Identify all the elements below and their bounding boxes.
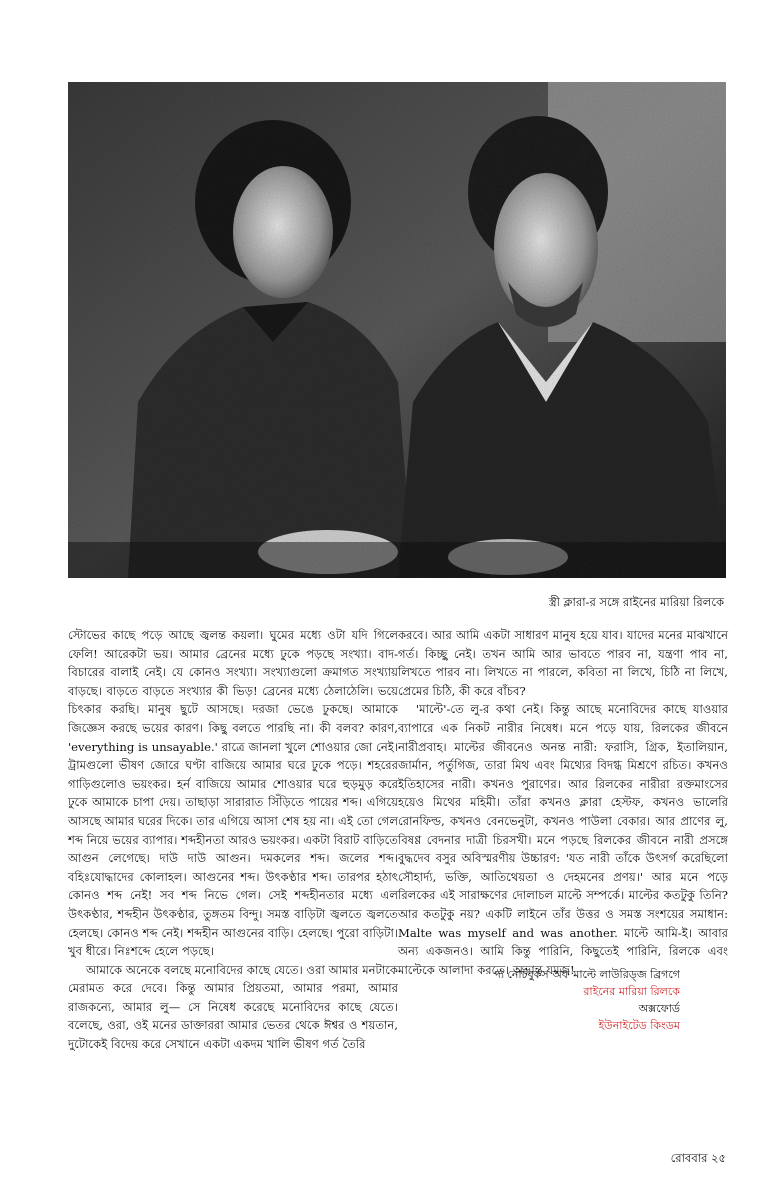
book-title: দ্য নোটবুকস অফ মাল্টে লাউরিড্জ ব্রিগগে bbox=[494, 968, 680, 981]
paragraph: 'মাল্টে'-তে লু-র কথা নেই। কিন্তু আছে মনোবিদের কাছে যাওয়ার ব্যাপারে এক নিকট নারীর নিষেধ। মনে পড়ে যায়, রিলকের জীবনে নারীপ্রবাহ। মাল্টের জীবনেও অনন্ত নারী: ফরাসি, গ্রিক, ইতালিয়ান, জার্মান, পর্তুগিজ, তারা মিথ এবং মিথ্যের বিদগ্ধ মিশ্রণে রচিত। কখনও ইতিহাসের নারী। কখনও পুরাণের। আর রিলকের নারীরা রক্তমাংসের হয়েও মিথের মহিমী। তাঁরা কখনও ক্লারা হেস্টফ, কখনও ভালেরি রোনফিল্ড, কখনও বেনভেনুটা, কখনও পাউলা বেকার। আর প্রাণের লু, বিষণ্ণ বেদনার দাত্রী চিরসখী। মনে পড়ছে রিলকের জীবনে নারী প্রসঙ্গে বুদ্ধদেব বসুর অবিস্মরণীয় উচ্চারণ: 'যত নারী তাঁকে উৎসর্গ করেছিলো সৌহার্দ্য, ভক্তি, আতিথেয়তা ও দেহমনের প্রণয়।' আর মনে পড়ে রিলকের এই সারাক্ষণের দোলাচল মাল্টে সম্পর্কে। মাল্টের কতটুকু তিনি? আর কতটুকু নয়? একটি লাইনে তাঁর উত্তর ও সমস্ত সংশয়ের সমাধান: Malte was myself and was another. মাল্টে আমি-ই। আবার অন্য একজনও। আমি কিন্তু পারিনি, কিছুতেই পারিনি, রিলকে এবং মাল্টেকে আলাদা করতে। অভ্রান্ত যমজ! bbox=[398, 702, 728, 977]
book-author: রাইনের মারিয়া রিলকে bbox=[583, 985, 680, 998]
rilke-clara-photo bbox=[68, 82, 726, 578]
article-column-left bbox=[68, 626, 398, 1054]
book-country: ইউনাইটেড কিংডম bbox=[598, 1019, 680, 1032]
paragraph: আমাকে অনেকে বলছে মনোবিদের কাছে যেতে। ওরা আমার মনটাকে মেরামত করে দেবে। কিন্তু আমার প্রিয়তমা, আমার পরমা, আমার রাজকন্যে, আমার লু— সে নিষেধ করেছে মনোবিদের কাছে যেতে। বলেছে, ওরা, ওই মনের ডাক্তাররা আমার ভেতর থেকে ঈশ্বর ও শয়তান, দুটোকেই বিদেয় করে সেখানে একটা একদম খালি ভীষণ গর্ত তৈরি bbox=[68, 962, 398, 1052]
page-folio: রোববার ২৫ bbox=[670, 1151, 726, 1165]
article-column-right bbox=[398, 626, 728, 979]
paragraph: করবে। আর আমি একটা সাধারণ মানুষ হয়ে যাব। যাদের মনের মাঝখানে গর্ত। কিচ্ছু নেই। তখন আমি আর ভাবতে পারব না, যন্ত্রণা পাব না, লিখতে পারব না। লিখতে না পারলে, কবিতা না লিখে, চিঠি না লিখে, প্রেমের চিঠি, কী করে বাঁচব? bbox=[398, 628, 728, 698]
book-credits bbox=[490, 966, 680, 1034]
paragraph: স্টোভের কাছে পড়ে আছে জ্বলন্ত কয়লা। ঘুমের মধ্যে ওটা যদি গিলে ফেলি! আরেকটা ভয়। আমার ব্রেনের মধ্যে ঢুকে পড়ছে সংখ্যা। বাদ-বিচারের বালাই নেই। যে কোনও সংখ্যা। সংখ্যাগুলো ক্রমাগত সংখ্যায় বাড়ছে। বাড়তে বাড়তে সংখ্যার কী ভিড়! ব্রেনের মধ্যে ঠেলাঠেলি। ভয়ে চিৎকার করছি। মানুষ ছুটে আসছে। দরজা ভেঙে ঢুকছে। আমাকে জিজ্ঞেস করছে ভয়ের কারণ। কিছু বলতে পারছি না। কী বলব? কারণ, 'everything is unsayable.' রাত্রে জানলা খুলে শোওয়ার জো নেই। ট্রামগুলো ভীষণ জোরে ঘণ্টা বাজিয়ে আমার ঘরে ঢুকে পড়ে। শহরের গাড়িগুলোও ভয়ংকর। হর্ন বাজিয়ে আমার শোওয়ার ঘরে হুড়মুড় করে ঢুকে আমাকে চাপা দেয়। তাছাড়া সারারাত সিঁড়িতে পায়ের শব্দ। এগিয়ে আসছে আমার ঘরের দিকে। তার এগিয়ে আসা শেষ হয় না। এই তো গেল শব্দ নিয়ে ভয়ের ব্যাপার। শব্দহীনতা আরও ভয়ংকর। একটা বিরাট বাড়িতে আগুন লেগেছে। দাউ দাউ আগুন। দমকলের শব্দ। জলের শব্দ। বহিঃযোদ্ধাদের কোলাহল। আগুনের শব্দ। উৎকণ্ঠার শব্দ। তারপর হঠাৎ কোনও শব্দ নেই! সব শব্দ নিভে গেল। সেই শব্দহীনতার মধ্যে এল উৎকণ্ঠার, শব্দহীন উৎকণ্ঠার, তুঙ্গতম বিন্দু। সমস্ত বাড়িটা জ্বলতে জ্বলতে হেলছে। কোনও শব্দ নেই। শব্দহীন আগুনের বাড়ি। হেলছে। পুরো বাড়িটা। খুব ধীরে। নিঃশব্দে হেলে পড়ছে। bbox=[68, 628, 398, 959]
photo-caption: স্ত্রী ক্লারা-র সঙ্গে রাইনের মারিয়া রিলকে bbox=[548, 595, 724, 609]
book-publisher: অক্সফোর্ড bbox=[638, 1002, 680, 1015]
